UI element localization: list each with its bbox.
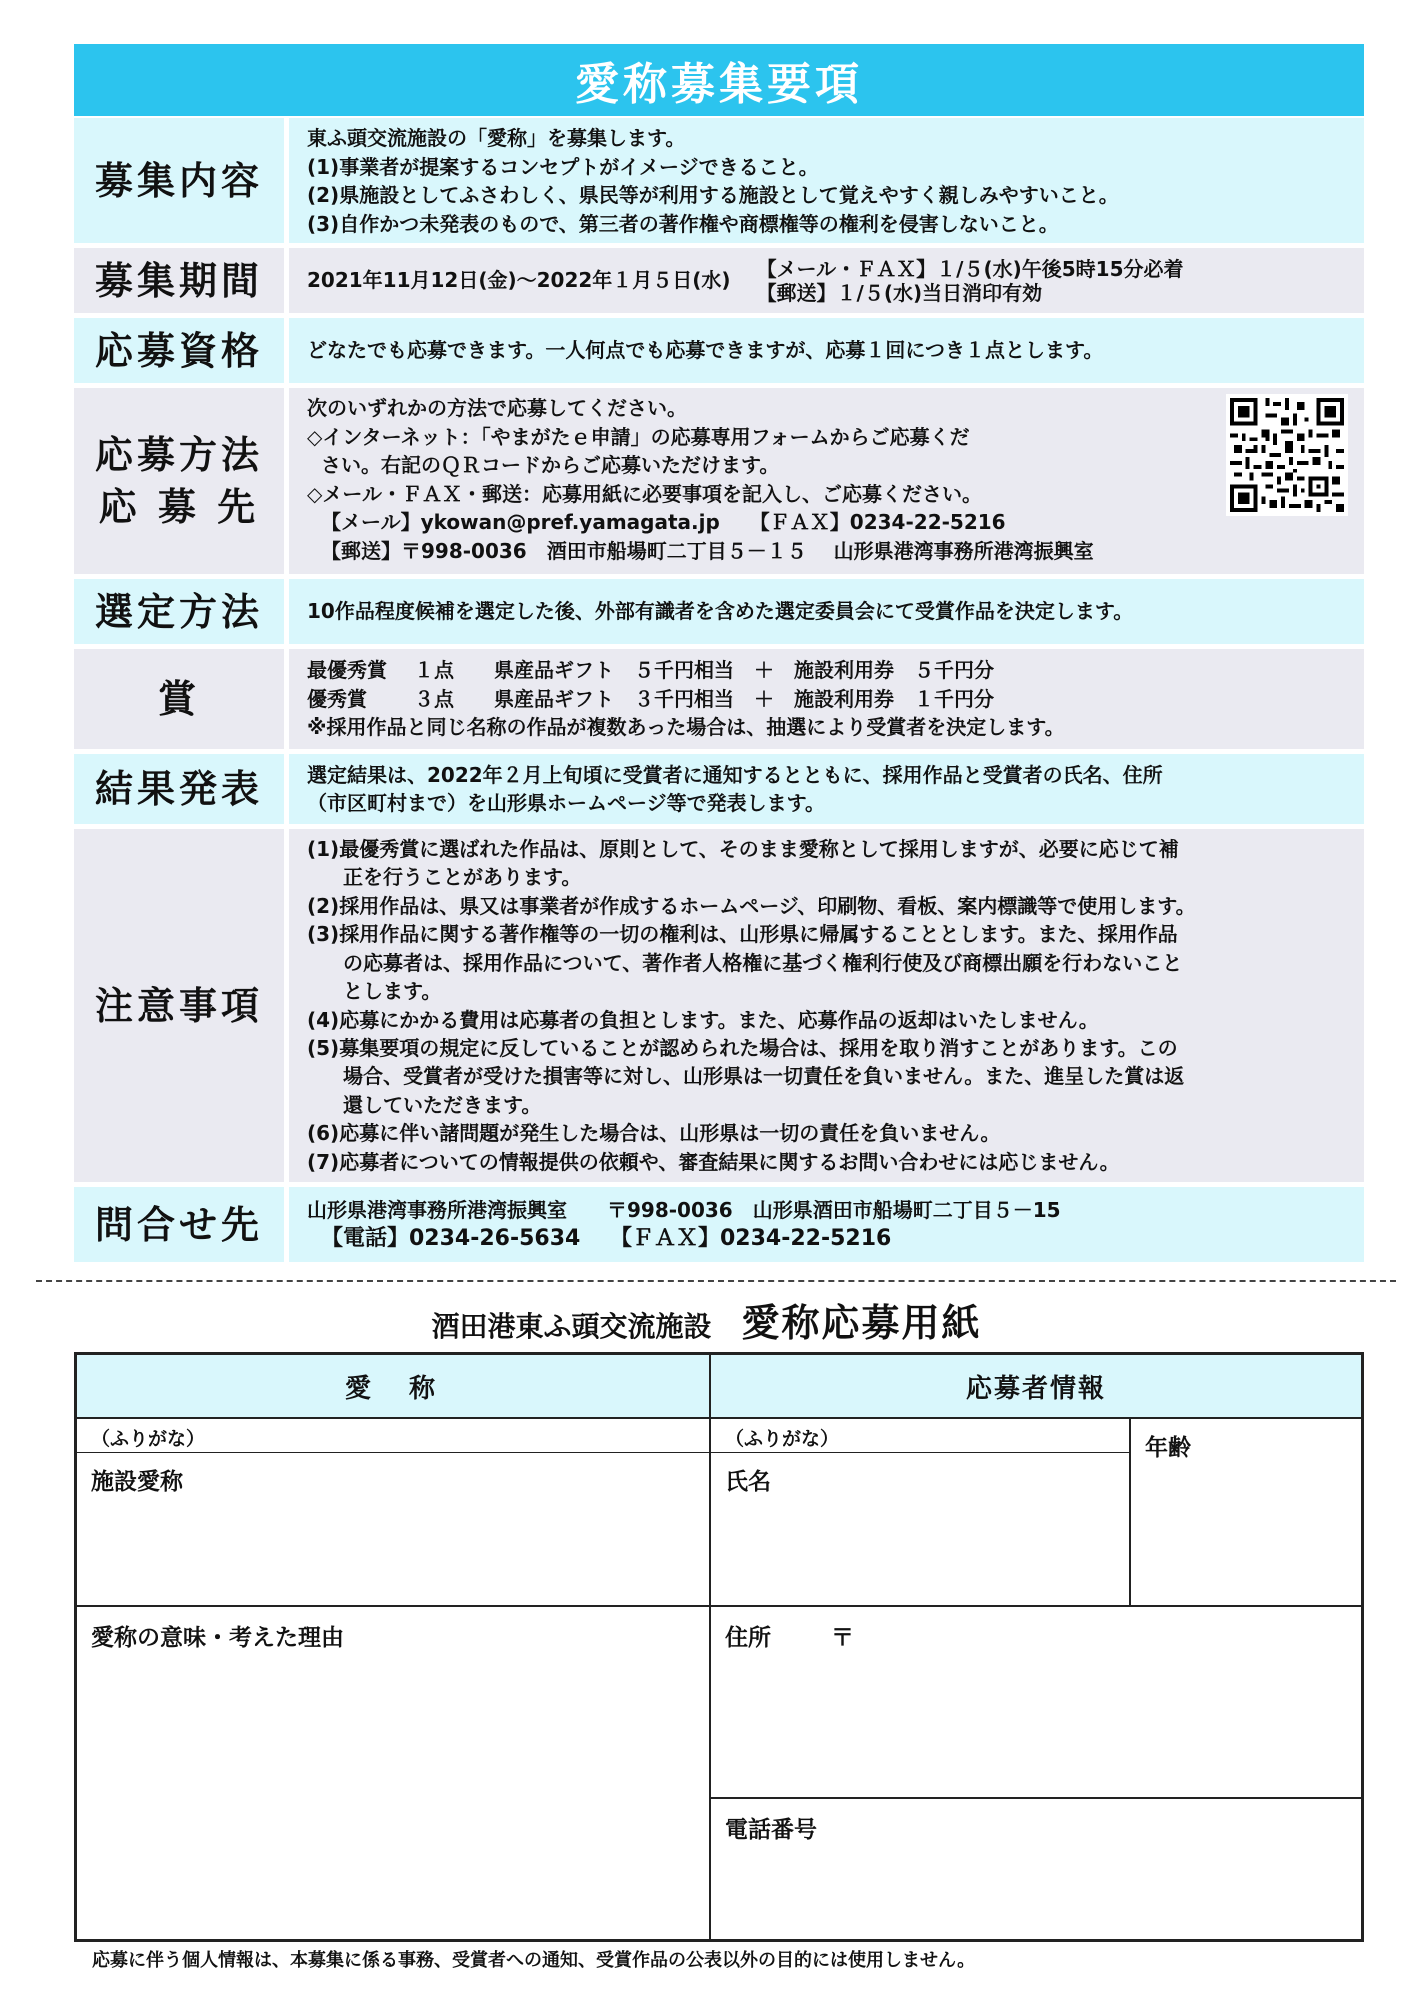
facility-name-label: 施設愛称 [91, 1469, 183, 1495]
period-range: 2021年11月12日(金)～2022年１月５日(水) [307, 268, 731, 293]
row-eligibility [74, 318, 1364, 383]
age-field[interactable] [1131, 1419, 1361, 1607]
page-title: 愛称募集要項 [74, 44, 1364, 116]
name-field[interactable] [711, 1453, 1131, 1607]
text-line: の応募者は、採用作品について、著作者人格権に基づく権利行使及び商標出願を行わないこと [343, 950, 1183, 975]
age-label: 年齢 [1145, 1435, 1191, 1461]
label-line: 応 募 先 [98, 485, 260, 529]
furigana-label: （ふりがな） [91, 1428, 206, 1450]
row-period [74, 248, 1364, 313]
text-line: とします。 [343, 979, 442, 1004]
row-body [289, 754, 1364, 824]
row-body [289, 829, 1364, 1182]
row-label: 選定方法 [74, 579, 284, 644]
row-label: 募集期間 [74, 248, 284, 313]
name-furigana-field[interactable] [711, 1419, 1131, 1453]
text-line: (6)応募に伴い諸問題が発生した場合は、山形県は一切の責任を負いません。 [307, 1121, 1001, 1146]
row-body [289, 1187, 1364, 1262]
row-label: 問合せ先 [74, 1187, 284, 1262]
text-line: (1)最優秀賞に選ばれた作品は、原則として、そのまま愛称として採用しますが、必要に応じて補 [307, 836, 1179, 861]
application-form [74, 1352, 1364, 1942]
reason-label: 愛称の意味・考えた理由 [91, 1625, 344, 1651]
text-line: (7)応募者についての情報提供の依頼や、審査結果に関するお問い合わせには応じません。 [307, 1149, 1120, 1174]
text-line: (5)募集要項の規定に反していることが認められた場合は、採用を取り消すことがあります。この [307, 1035, 1178, 1060]
text-line: 選定結果は、2022年２月上旬頃に受賞者に通知するとともに、採用作品と受賞者の氏名、住所 [307, 762, 1163, 787]
row-body [289, 118, 1364, 243]
text-line: (1)事業者が提案するコンセプトがイメージできること。 [307, 154, 819, 179]
phone-field[interactable] [711, 1799, 1361, 1939]
text-line: 【電話】0234-26-5634 【ＦＡＸ】0234-22-5216 [321, 1225, 892, 1251]
header-applicant: 応募者情報 [711, 1355, 1361, 1419]
row-body [289, 318, 1364, 383]
text-line: ※採用作品と同じ名称の作品が複数あった場合は、抽選により受賞者を決定します。 [307, 715, 1065, 740]
text-line: 還していただきます。 [343, 1092, 542, 1117]
text-line: 【メール・ＦＡＸ】１/５(水)午後5時15分必着 [756, 256, 1184, 281]
text-line: (2)採用作品は、県又は事業者が作成するホームページ、印刷物、看板、案内標識等で使用します。 [307, 893, 1196, 918]
row-label [74, 388, 284, 574]
reason-field[interactable] [77, 1607, 711, 1939]
address-field[interactable] [711, 1607, 1361, 1799]
text-line: (3)採用作品に関する著作権等の一切の権利は、山形県に帰属することとします。また、採用作品 [307, 922, 1178, 947]
nickname-furigana-field[interactable] [77, 1419, 711, 1453]
text-line: (2)県施設としてふさわしく、県民等が利用する施設として覚えやすく親しみやすいこと。 [307, 183, 1119, 207]
row-label: 賞 [74, 649, 284, 749]
row-body [289, 248, 1364, 313]
row-body [289, 579, 1364, 644]
form-title-small: 酒田港東ふ頭交流施設 [431, 1310, 712, 1343]
text-line: ◇メール・ＦＡＸ・郵送：応募用紙に必要事項を記入し、ご応募ください。 [307, 481, 982, 506]
privacy-note: 応募に伴う個人情報は、本募集に係る事務、受賞者への通知、受賞作品の公表以外の目的には使用しません。 [92, 1950, 976, 1971]
row-label: 募集内容 [74, 118, 284, 243]
form-title-big: 愛称応募用紙 [741, 1301, 982, 1345]
text-line: さい。右記のＱＲコードからご応募いただけます。 [321, 453, 780, 477]
row-selection [74, 579, 1364, 644]
row-content [74, 118, 1364, 243]
text-line: （市区町村まで）を山形県ホームページ等で発表します。 [307, 791, 825, 815]
row-label: 結果発表 [74, 754, 284, 824]
text-line: ◇インターネット：「やまがたｅ申請」の応募専用フォームからご応募くだ [307, 424, 970, 449]
text-line: どなたでも応募できます。一人何点でも応募できますが、応募１回につき１点とします。 [307, 338, 1104, 363]
row-prize [74, 649, 1364, 749]
phone-label: 電話番号 [725, 1817, 817, 1843]
row-body [289, 649, 1364, 749]
name-label: 氏名 [725, 1469, 771, 1495]
text-line: (4)応募にかかる費用は応募者の負担とします。また、応募作品の返却はいたしません。 [307, 1007, 1099, 1032]
row-label: 応募資格 [74, 318, 284, 383]
text-line: 正を行うことがあります。 [343, 865, 582, 890]
furigana-label: （ふりがな） [725, 1428, 840, 1450]
qr-code[interactable] [1226, 394, 1348, 516]
form-title [0, 1292, 1413, 1347]
text-line: 東ふ頭交流施設の「愛称」を募集します。 [307, 126, 686, 150]
label-line: 応募方法 [94, 433, 263, 477]
row-contact [74, 1187, 1364, 1262]
row-notes [74, 829, 1364, 1182]
text-line: 最優秀賞 １点 県産品ギフト ５千円相当 ＋ 施設利用券 ５千円分 [307, 658, 994, 683]
row-method [74, 388, 1364, 574]
text-line: 【メール】ykowan@pref.yamagata.jp 【ＦＡＸ】0234-22-5216 [321, 510, 1006, 534]
header-nickname: 愛 称 [77, 1355, 711, 1419]
text-line: 10作品程度候補を選定した後、外部有識者を含めた選定委員会にて受賞作品を決定します。 [307, 599, 1134, 624]
row-results [74, 754, 1364, 824]
nickname-field[interactable] [77, 1453, 711, 1607]
row-body [289, 388, 1364, 574]
text-line: 【郵送】１/５(水)当日消印有効 [756, 280, 1043, 305]
text-line: 場合、受賞者が受けた損害等に対し、山形県は一切責任を負いません。また、進呈した賞は返 [343, 1064, 1185, 1089]
text-line: 【郵送】〒998-0036 酒田市船場町二丁目５－１５ 山形県港湾事務所港湾振興室 [321, 538, 1094, 563]
requirements-table [74, 118, 1364, 1267]
text-line: 次のいずれかの方法で応募してください。 [307, 396, 687, 420]
address-label: 住所 [725, 1625, 771, 1651]
row-label: 注意事項 [74, 829, 284, 1182]
text-line: 山形県港湾事務所港湾振興室 〒998-0036 山形県酒田市船場町二丁目５－15 [307, 1198, 1061, 1222]
text-line: (3)自作かつ未発表のもので、第三者の著作権や商標権等の権利を侵害しないこと。 [307, 211, 1059, 236]
postal-mark: 〒 [831, 1625, 854, 1651]
cut-line [36, 1280, 1396, 1282]
text-line: 優秀賞 ３点 県産品ギフト ３千円相当 ＋ 施設利用券 １千円分 [307, 686, 994, 711]
qr-code-icon [1230, 398, 1344, 512]
